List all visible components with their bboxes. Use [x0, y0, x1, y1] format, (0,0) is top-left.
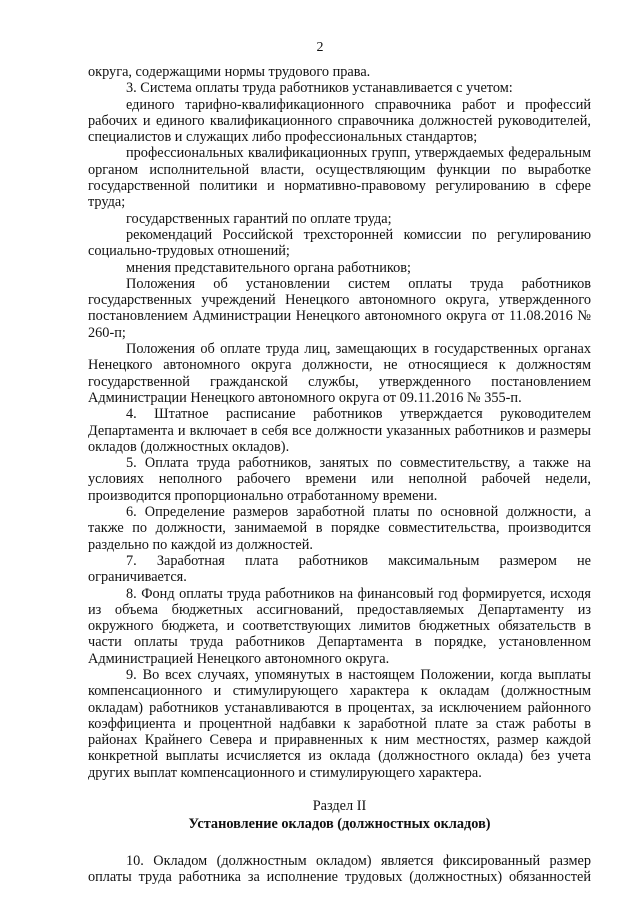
- paragraph-item-4: 4. Штатное расписание работников утверждается руководителем Департамента и включает в себя все должности указанных работников и размеры окладов (должностных окладов).: [88, 406, 591, 455]
- paragraph-item-5: 5. Оплата труда работников, занятых по совместительству, а также на условиях неполного рабочего времени или неполной рабочей недели, производится пропорционально отработанному времени.: [88, 455, 591, 504]
- paragraph-continuation: округа, содержащими нормы трудового права.: [88, 64, 371, 80]
- paragraph-tariff-directory: единого тарифно-квалификационного справочника работ и профессий рабочих и единого квалификационного справочника должностей руководителей, специалистов и служащих либо профессиональных стандартов;: [88, 96, 591, 146]
- paragraph-item-7: 7. Заработная плата работников максимальным размером не ограничивается.: [88, 552, 591, 586]
- paragraph-regulation-355: Положения об оплате труда лиц, замещающих в государственных органах Ненецкого автономного округа должности, не относящиеся к должностям государственной гражданской службы, утвержденного постановлением Администрации Ненецкого автономного округа от 09.11.2016 № 355-п.: [88, 341, 591, 406]
- paragraph-workers-opinion: мнения представительного органа работников;: [126, 259, 411, 276]
- paragraph-item-9: 9. Во всех случаях, упомянутых в настоящем Положении, когда выплаты компенсационного и стимулирующего характера к окладам (должностным окладам) работников устанавливаются в процентах, за исключением районного коэффициента и процентной надбавки к заработной плате за стаж работы в районах Крайнего Севера и приравненных к ним местностях, размер каждой конкретной выплаты исчисляется из оклада (должностного оклада) без учета других выплат компенсационного и стимулирующего характера.: [88, 666, 591, 781]
- section-title: Установление окладов (должностных окладов): [188, 816, 491, 833]
- paragraph-regulation-260: Положения об установлении систем оплаты труда работников государственных учреждений Ненецкого автономного округа, утвержденного постановлением Администрации Ненецкого автономного округа от 11.08.2016 № 260-п;: [88, 275, 591, 341]
- page-number: 2: [316, 40, 324, 55]
- section-spacer: [88, 833, 591, 853]
- paragraph-item-6: 6. Определение размеров заработной платы по основной должности, а также по должности, занимаемой в порядке совместительства, производится раздельно по каждой из должностей.: [88, 504, 591, 553]
- paragraph-state-guarantees: государственных гарантий по оплате труда;: [126, 210, 392, 227]
- paragraph-item-3: 3. Система оплаты труда работников устанавливается с учетом:: [126, 80, 513, 97]
- paragraph-item-10: 10. Окладом (должностным окладом) является фиксированный размер оплаты труда работника за исполнение трудовых (должностных) обязанностей: [88, 852, 591, 885]
- paragraph-tripartite-commission: рекомендаций Российской трехсторонней комиссии по регулированию социально-трудовых отношений;: [88, 226, 591, 260]
- section-label: Раздел II: [312, 798, 367, 815]
- paragraph-item-8: 8. Фонд оплаты труда работников на финансовый год формируется, исходя из объема бюджетных ассигнований, предоставляемых Департаменту из окружного бюджета, и соответствующих лимитов бюджетных обязательств в части оплаты труда работников Департамента в порядке, установленном Администрацией Ненецкого автономного округа.: [88, 585, 591, 667]
- document-body: [88, 64, 591, 885]
- paragraph-qualification-groups: профессиональных квалификационных групп, утверждаемых федеральным органом исполнительной власти, осуществляющим функции по выработке государственной политики и нормативно-правовому регулированию в сфере труда;: [88, 145, 591, 211]
